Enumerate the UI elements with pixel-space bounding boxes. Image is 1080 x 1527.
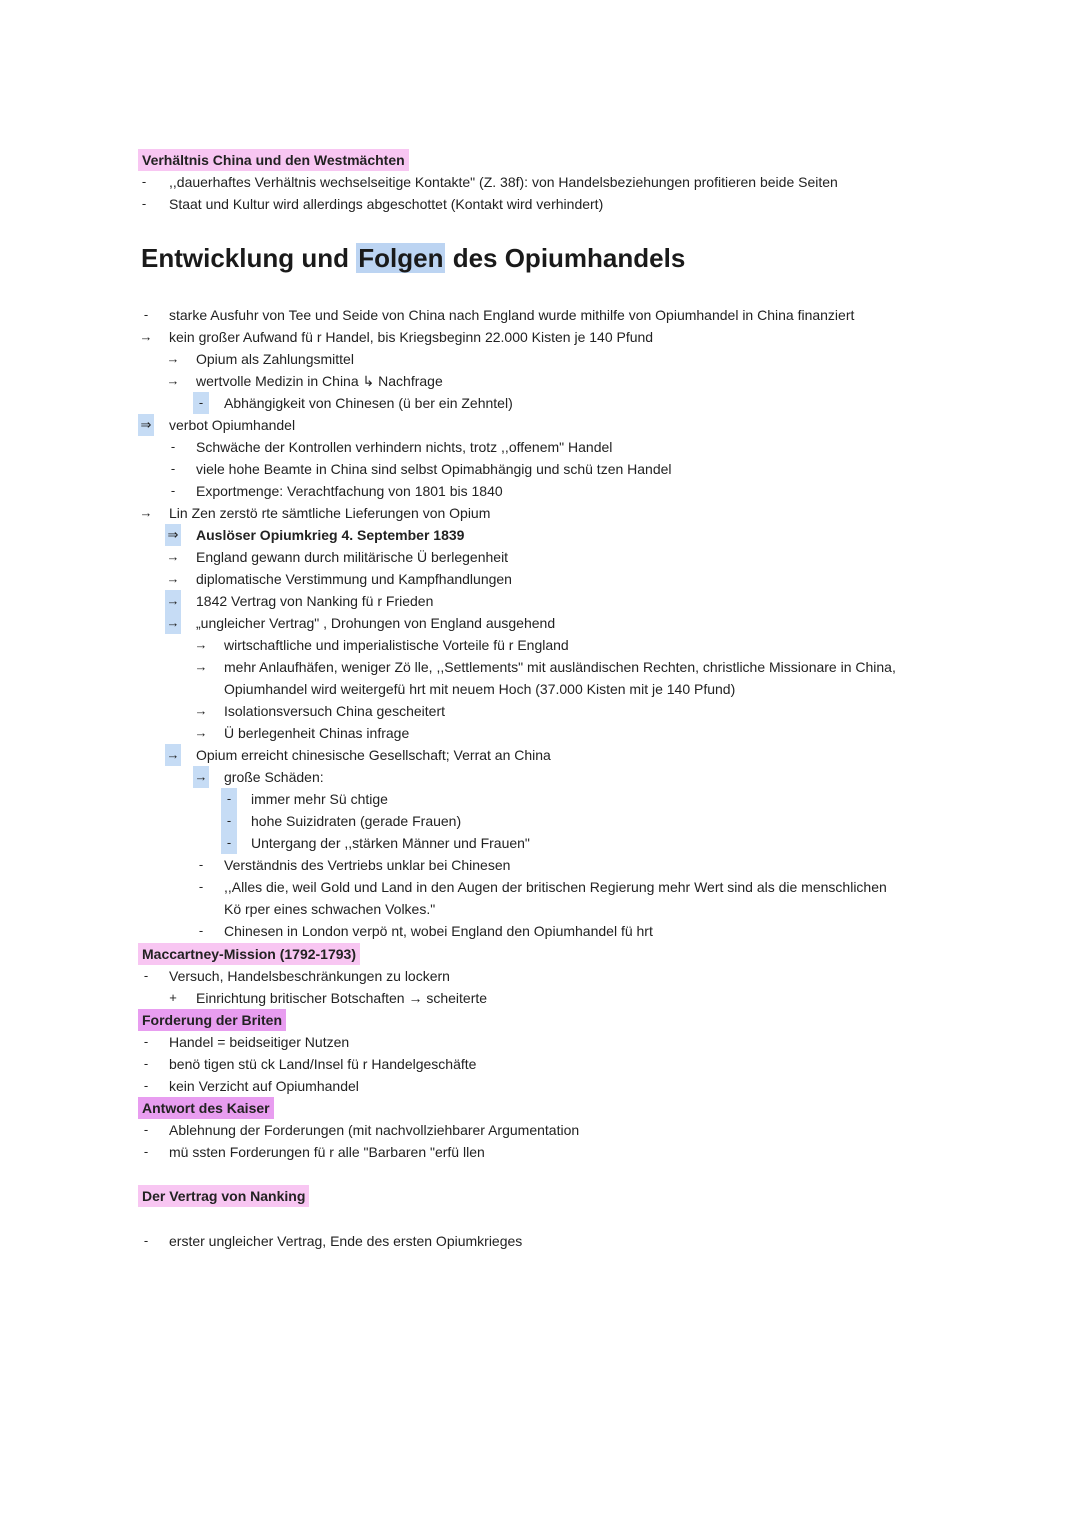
heading-highlight: Folgen [358, 243, 444, 273]
dash-bullet: - [221, 810, 237, 832]
dash-bullet: - [170, 461, 176, 476]
list-item-text: Chinesen in London verpö nt, wobei England den Opiumhandel fü hrt [224, 923, 653, 939]
dash-bullet: - [143, 1034, 149, 1049]
dash-bullet: - [143, 1056, 149, 1071]
list-item-text: verbot Opiumhandel [169, 417, 296, 433]
list-item-text: Exportmenge: Verachtfachung von 1801 bis 1840 [196, 483, 503, 499]
dash-bullet: - [221, 832, 237, 854]
list-item-text: immer mehr Sü chtige [251, 791, 388, 807]
list-item-text: viele hohe Beamte in China sind selbst Opimabhängig und schü tzen Handel [196, 461, 672, 477]
dash-bullet: - [143, 307, 149, 322]
dash-bullet: - [221, 788, 237, 810]
dash-bullet: - [141, 196, 147, 211]
dash-bullet: - [143, 1078, 149, 1093]
plus-bullet: + [169, 990, 177, 1005]
arrow-bullet-icon: → [194, 637, 208, 652]
arrow-bullet-icon: → [165, 612, 181, 634]
list-item-text: Opium als Zahlungsmittel [196, 351, 354, 367]
arrow-bullet-icon: → [194, 703, 208, 718]
arrow-bullet-icon: → [165, 590, 181, 612]
section-title-maccartney: Maccartney-Mission (1792-1793) [138, 943, 360, 965]
list-item-text: erster ungleicher Vertrag, Ende des ersten Opiumkrieges [169, 1233, 523, 1249]
list-item-text: benö tigen stü ck Land/Insel fü r Handelgeschäfte [169, 1056, 477, 1072]
dash-bullet: - [193, 392, 209, 414]
list-item-text: Handel = beidseitiger Nutzen [169, 1034, 350, 1050]
arrow-bullet-icon: → [194, 659, 208, 674]
page-heading [141, 238, 685, 278]
list-item-text: Opium erreicht chinesische Gesellschaft; Verrat an China [196, 747, 551, 763]
section-title-nanking: Der Vertrag von Nanking [138, 1185, 309, 1207]
arrow-bullet-icon: → [166, 571, 180, 586]
list-item-text: Lin Zen zerstö rte sämtliche Lieferungen von Opium [169, 505, 491, 521]
dash-bullet: - [143, 1233, 149, 1248]
dash-bullet: - [143, 1122, 149, 1137]
list-item-text: mü ssten Forderungen fü r alle "Barbaren "erfü llen [169, 1144, 485, 1160]
list-item-text: Kö rper eines schwachen Volkes." [224, 901, 436, 917]
dash-bullet: - [170, 439, 176, 454]
list-item-text: Schwäche der Kontrollen verhindern nichts, trotz ,,offenem" Handel [196, 439, 613, 455]
list-item-text: Ü berlegenheit Chinas infrage [224, 725, 410, 741]
arrow-bullet-icon: → [166, 373, 180, 388]
arrow-bullet-icon: → [194, 725, 208, 740]
list-item-text: Auslöser Opiumkrieg 4. September 1839 [196, 527, 465, 543]
arrow-bullet-icon: → [166, 549, 180, 564]
dash-bullet: - [198, 879, 204, 894]
list-item-text: wirtschaftliche und imperialistische Vorteile fü r England [224, 637, 569, 653]
list-item-text: Versuch, Handelsbeschränkungen zu lockern [169, 968, 450, 984]
dash-bullet: - [198, 857, 204, 872]
list-item-text: ,,dauerhaftes Verhältnis wechselseitige Kontakte" (Z. 38f): von Handelsbeziehungen profitieren beide Seiten [169, 174, 838, 190]
list-item-text: wertvolle Medizin in China ↳ Nachfrage [196, 373, 443, 389]
list-item-text: Isolationsversuch China gescheitert [224, 703, 446, 719]
arrow-bullet-icon: → [139, 505, 153, 520]
list-item-text: „ungleicher Vertrag" , Drohungen von England ausgehend [196, 615, 556, 631]
list-item-text: Opiumhandel wird weitergefü hrt mit neuem Hoch (37.000 Kisten mit je 140 Pfund) [224, 681, 736, 697]
section-title-forderung: Forderung der Briten [138, 1009, 286, 1031]
dash-bullet: - [143, 968, 149, 983]
list-item-text: diplomatische Verstimmung und Kampfhandlungen [196, 571, 512, 587]
double-arrow-bullet-icon: ⇒ [138, 414, 154, 436]
dash-bullet: - [143, 1144, 149, 1159]
list-item-text: ,,Alles die, weil Gold und Land in den Augen der britischen Regierung mehr Wert sind als die menschlichen [224, 879, 887, 895]
list-item-text: Staat und Kultur wird allerdings abgeschottet (Kontakt wird verhindert) [169, 196, 604, 212]
list-item-text: England gewann durch militärische Ü berlegenheit [196, 549, 509, 565]
arrow-bullet-icon: → [166, 351, 180, 366]
dash-bullet: - [141, 174, 147, 189]
heading-part-before: Entwicklung und [141, 243, 349, 273]
heading-part-after: des Opiumhandels [452, 243, 686, 273]
section-title-verhaeltnis: Verhältnis China und den Westmächten [138, 149, 409, 171]
list-item-text: Ablehnung der Forderungen (mit nachvollziehbarer Argumentation [169, 1122, 580, 1138]
dash-bullet: - [198, 923, 204, 938]
list-item-text: Untergang der ,,stärken Männer und Frauen" [251, 835, 530, 851]
list-item-text: kein Verzicht auf Opiumhandel [169, 1078, 359, 1094]
list-item-text: Verständnis des Vertriebs unklar bei Chinesen [224, 857, 511, 873]
list-item-text: mehr Anlaufhäfen, weniger Zö lle, ,,Settlements" mit ausländischen Rechten, christliche Missionare in China, [224, 659, 896, 675]
list-item-text: 1842 Vertrag von Nanking fü r Frieden [196, 593, 434, 609]
dash-bullet: - [170, 483, 176, 498]
list-item-text: kein großer Aufwand fü r Handel, bis Kriegsbeginn 22.000 Kisten je 140 Pfund [169, 329, 654, 345]
list-item-text: Abhängigkeit von Chinesen (ü ber ein Zehntel) [224, 395, 513, 411]
section-title-antwort: Antwort des Kaiser [138, 1097, 274, 1119]
list-item-text: Einrichtung britischer Botschaften → scheiterte [196, 990, 488, 1006]
arrow-bullet-icon: → [139, 329, 153, 344]
list-item-text: hohe Suizidraten (gerade Frauen) [251, 813, 462, 829]
arrow-bullet-icon: → [165, 744, 181, 766]
list-item-text: starke Ausfuhr von Tee und Seide von China nach England wurde mithilfe von Opiumhandel in China finanziert [169, 307, 855, 323]
double-arrow-bullet-icon: ⇒ [165, 524, 181, 546]
list-item-text: große Schäden: [224, 769, 324, 785]
arrow-bullet-icon: → [193, 766, 209, 788]
